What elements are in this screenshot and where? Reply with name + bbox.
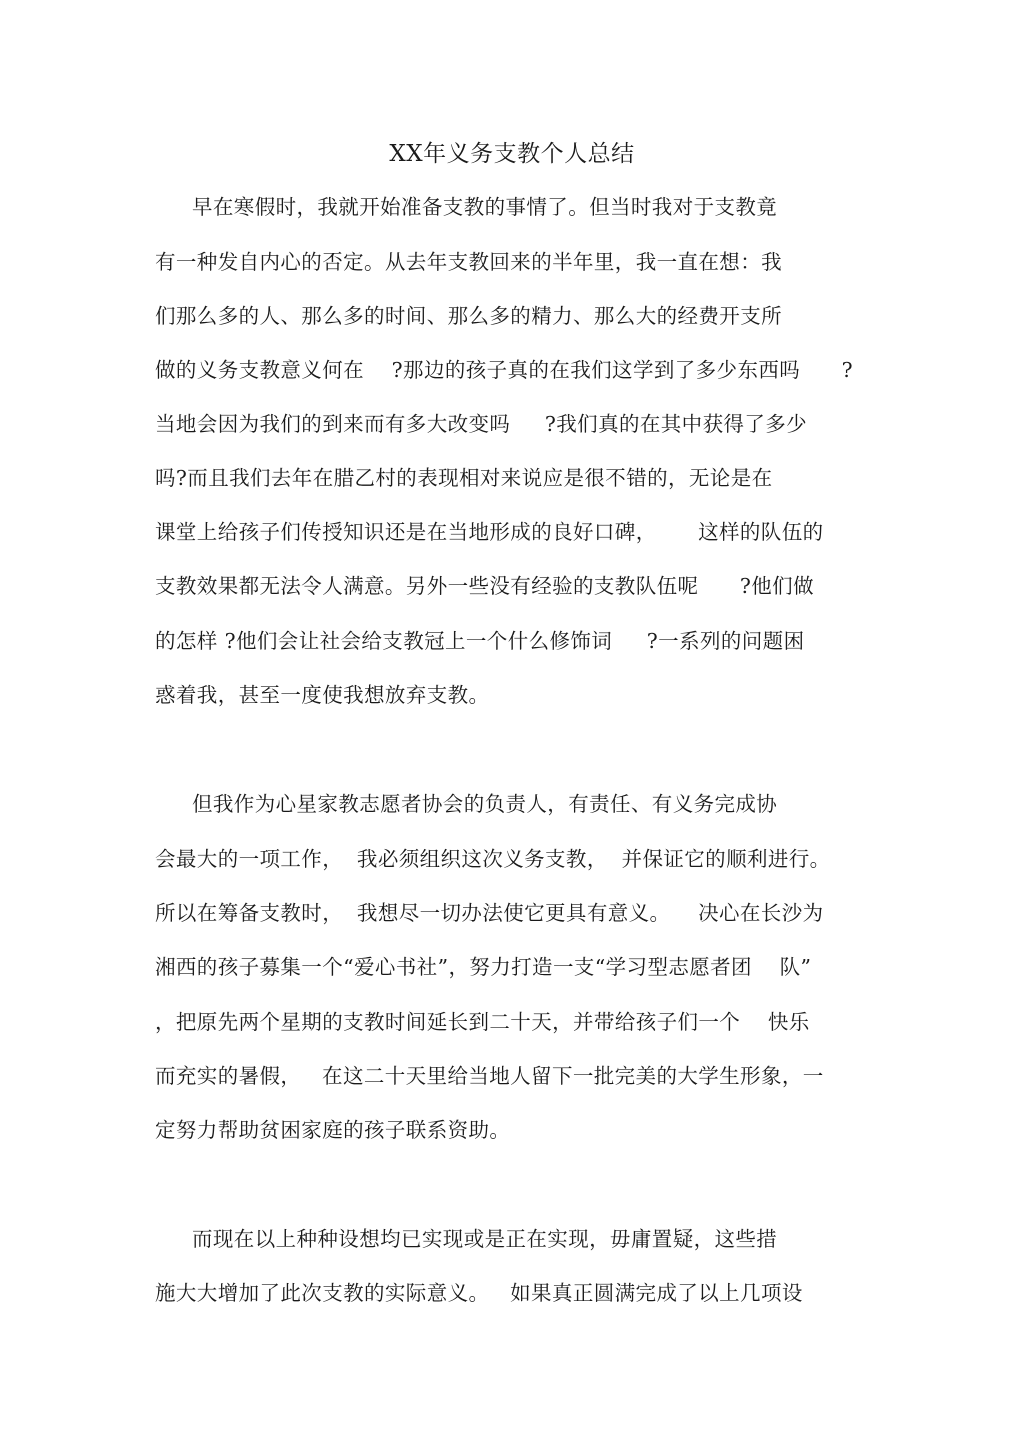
- paragraph-1-line-10: 惑着我，甚至一度使我想放弃支教。: [155, 683, 490, 707]
- paragraph-2-line-4: 湘西的孩子募集一个“爱心书社”，努力打造一支“学习型志愿者团 队”: [155, 955, 812, 979]
- paragraph-1-line-1: 早在寒假时，我就开始准备支教的事情了。但当时我对于支教竟: [192, 195, 778, 219]
- document-title: XX年义务支教个人总结: [389, 141, 635, 167]
- paragraph-3-line-2: 施大大增加了此次支教的实际意义。 如果真正圆满完成了以上几项设: [155, 1281, 803, 1305]
- paragraph-1-line-4: 做的义务支教意义何在 ?那边的孩子真的在我们这学到了多少东西吗 ?: [155, 358, 854, 382]
- paragraph-1-line-8: 支教效果都无法令人满意。另外一些没有经验的支教队伍呢 ?他们做: [155, 574, 814, 598]
- paragraph-1-line-2: 有一种发自内心的否定。从去年支教回来的半年里，我一直在想：我: [155, 250, 782, 274]
- paragraph-1-line-9: 的怎样 ?他们会让社会给支教冠上一个什么修饰词 ?一系列的问题困: [155, 629, 805, 653]
- paragraph-3-line-1: 而现在以上种种设想均已实现或是正在实现，毋庸置疑，这些措: [192, 1227, 778, 1251]
- paragraph-2-line-7: 定努力帮助贫困家庭的孩子联系资助。: [155, 1118, 511, 1142]
- paragraph-2-line-2: 会最大的一项工作， 我必须组织这次义务支教， 并保证它的顺利进行。: [155, 847, 831, 871]
- paragraph-1-line-7: 课堂上给孩子们传授知识还是在当地形成的良好口碑， 这样的队伍的: [155, 520, 824, 544]
- paragraph-2-line-1: 但我作为心星家教志愿者协会的负责人，有责任、有义务完成协: [192, 792, 778, 816]
- paragraph-1-line-6: 吗?而且我们去年在腊乙村的表现相对来说应是很不错的，无论是在: [155, 466, 773, 490]
- paragraph-1-line-5: 当地会因为我们的到来而有多大改变吗 ?我们真的在其中获得了多少: [155, 412, 808, 436]
- paragraph-1-line-3: 们那么多的人、那么多的时间、那么多的精力、那么大的经费开支所: [155, 304, 782, 328]
- paragraph-2-line-3: 所以在筹备支教时， 我想尽一切办法使它更具有意义。 决心在长沙为: [155, 901, 824, 925]
- paragraph-2-line-6: 而充实的暑假， 在这二十天里给当地人留下一批完美的大学生形象，一: [155, 1064, 824, 1088]
- paragraph-2-line-5: ，把原先两个星期的支教时间延长到二十天，并带给孩子们一个 快乐: [155, 1010, 810, 1034]
